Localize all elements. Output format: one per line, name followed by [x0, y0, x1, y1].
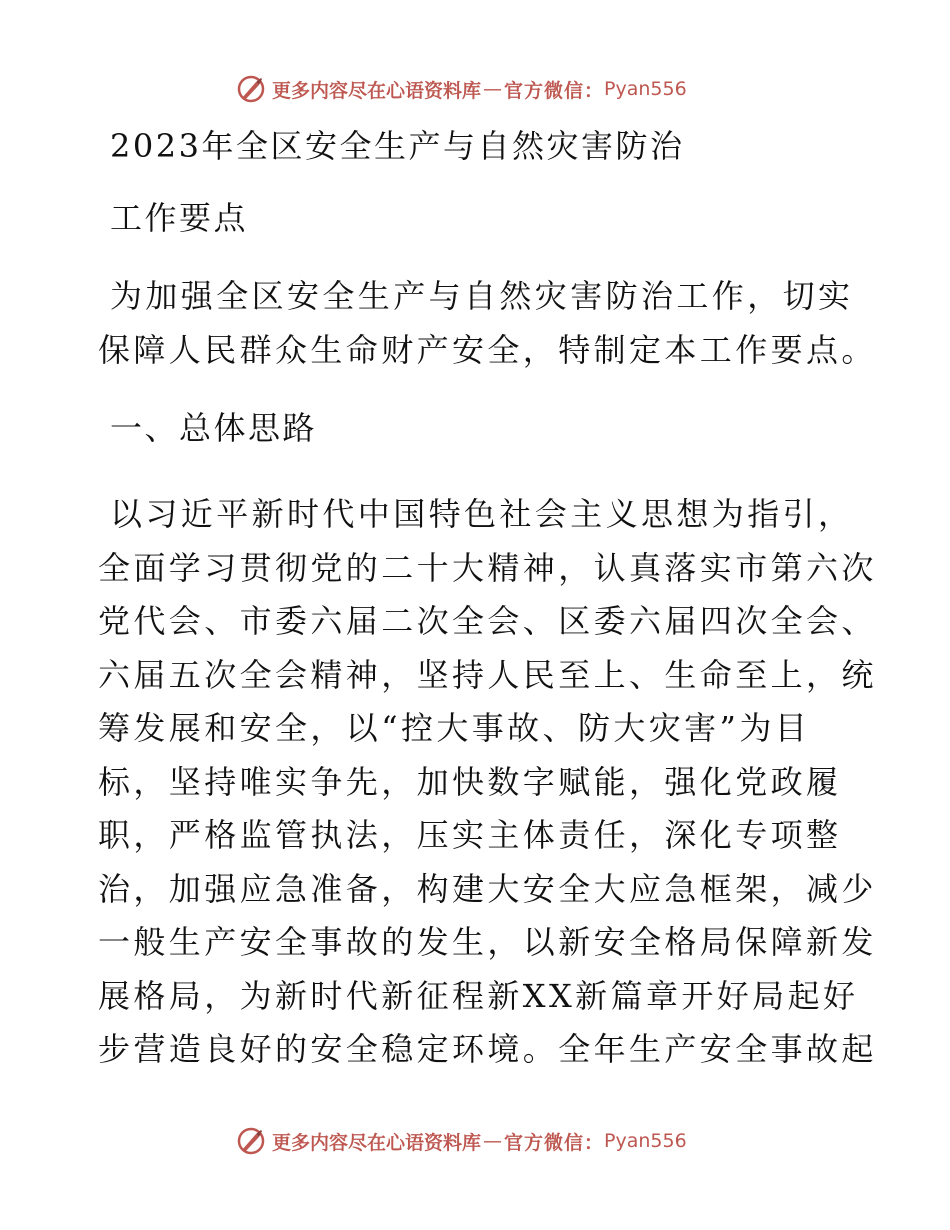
body-line: 以习近平新时代中国特色社会主义思想为指引， [110, 495, 854, 533]
watermark-dash: — [483, 78, 503, 100]
watermark-handle: Pyan556 [604, 78, 687, 100]
body-line: 一般生产安全事故的发生，以新安全格局保障新发 [98, 923, 877, 961]
watermark-suffix: 官方微信： [504, 79, 605, 102]
body-line: 展格局，为新时代新征程新XX新篇章开好局起好 [98, 976, 859, 1015]
watermark-dash: — [483, 1130, 503, 1152]
watermark-header [236, 72, 687, 106]
body-line: 筹发展和安全，以“控大事故、防大灾害”为目 [98, 709, 811, 747]
watermark-prefix: 更多内容尽在心语资料库 [272, 79, 482, 102]
body-line: 标，坚持唯实争先，加快数字赋能，强化党政履 [98, 762, 842, 801]
watermark-footer [236, 1124, 687, 1158]
watermark-prefix: 更多内容尽在心语资料库 [272, 1131, 482, 1154]
quill-logo-icon [236, 1126, 266, 1156]
watermark-suffix: 官方微信： [504, 1131, 605, 1154]
quill-logo-icon [236, 74, 266, 104]
intro-paragraph [98, 270, 877, 377]
body-line: 六届五次全会精神，坚持人民至上、生命至上，统 [98, 655, 877, 694]
body-line: 治，加强应急准备，构建大安全大应急框架，减少 [98, 869, 877, 908]
watermark-handle: Pyan556 [604, 1130, 687, 1152]
body-line: 职，严格监管执法，压实主体责任，深化专项整 [98, 816, 842, 854]
document-title-line-1: 2023年全区安全生产与自然灾害防治 [110, 127, 685, 165]
section-heading: 一、总体思路 [110, 409, 318, 447]
intro-line: 为加强全区安全生产与自然灾害防治工作，切实 [110, 277, 854, 315]
body-line: 步营造良好的安全稳定环境。全年生产安全事故起 [98, 1030, 877, 1068]
intro-line: 保障人民群众生命财产安全，特制定本工作要点。 [98, 330, 877, 369]
body-paragraph [98, 488, 877, 1077]
body-line: 全面学习贯彻党的二十大精神，认真落实市第六次 [98, 548, 877, 587]
document-title-line-2: 工作要点 [110, 199, 249, 237]
body-line: 党代会、市委六届二次全会、区委六届四次全会、 [98, 602, 877, 640]
